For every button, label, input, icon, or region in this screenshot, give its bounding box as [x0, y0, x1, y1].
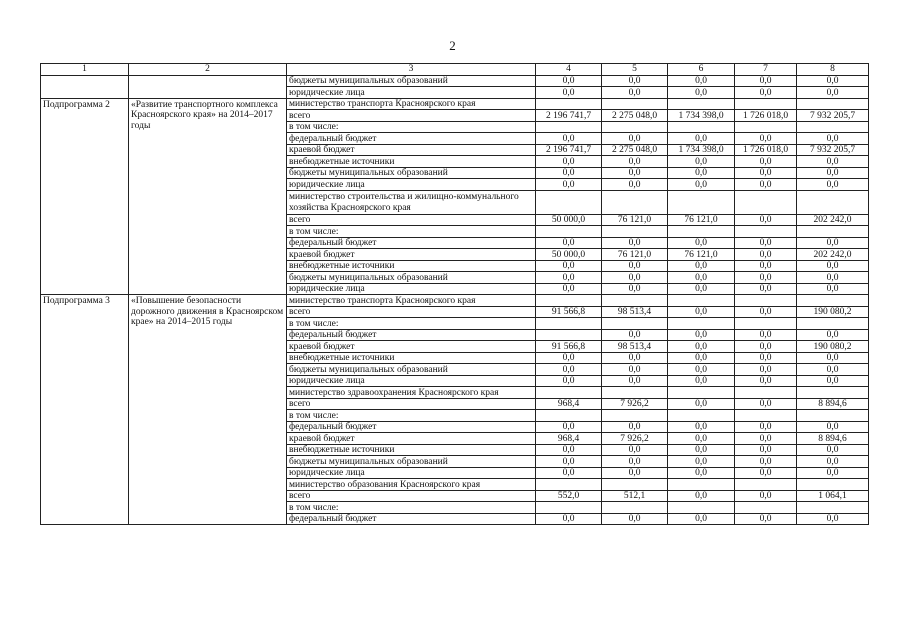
value-cell: 0,0 — [735, 444, 797, 456]
value-cell: 0,0 — [797, 75, 869, 87]
value-cell: 0,0 — [668, 167, 735, 179]
value-cell: 1 734 398,0 — [668, 110, 735, 122]
row-label: министерство образования Красноярского края — [287, 479, 536, 491]
value-cell — [668, 410, 735, 422]
value-cell: 0,0 — [735, 272, 797, 284]
value-cell: 1 064,1 — [797, 490, 869, 502]
value-cell: 0,0 — [536, 75, 602, 87]
value-cell — [602, 479, 668, 491]
value-cell: 0,0 — [668, 375, 735, 387]
value-cell — [536, 410, 602, 422]
value-cell: 76 121,0 — [668, 249, 735, 261]
value-cell: 76 121,0 — [668, 214, 735, 226]
value-cell — [797, 479, 869, 491]
value-cell — [668, 98, 735, 110]
value-cell — [797, 410, 869, 422]
row-label: юридические лица — [287, 375, 536, 387]
value-cell: 0,0 — [797, 260, 869, 272]
row-label: юридические лица — [287, 283, 536, 295]
row-label: юридические лица — [287, 87, 536, 99]
value-cell: 1 726 018,0 — [735, 144, 797, 156]
value-cell: 190 080,2 — [797, 306, 869, 318]
value-cell — [735, 318, 797, 330]
value-cell: 8 894,6 — [797, 433, 869, 445]
value-cell — [735, 121, 797, 133]
row-label: федеральный бюджет — [287, 421, 536, 433]
value-cell — [536, 318, 602, 330]
value-cell: 0,0 — [536, 375, 602, 387]
column-header: 3 — [287, 64, 536, 76]
row-label: федеральный бюджет — [287, 513, 536, 525]
value-cell: 968,4 — [536, 433, 602, 445]
subprogram-id-cell — [41, 75, 129, 98]
value-cell: 0,0 — [602, 237, 668, 249]
value-cell: 0,0 — [735, 75, 797, 87]
value-cell — [536, 121, 602, 133]
value-cell: 0,0 — [602, 329, 668, 341]
row-label: внебюджетные источники — [287, 444, 536, 456]
value-cell: 0,0 — [536, 467, 602, 479]
value-cell: 0,0 — [602, 133, 668, 145]
value-cell: 190 080,2 — [797, 341, 869, 353]
subprogram-id-cell: Подпрограмма 2 — [41, 98, 129, 295]
table-body — [41, 64, 869, 525]
row-label: бюджеты муниципальных образований — [287, 456, 536, 468]
header-row — [41, 64, 869, 76]
value-cell — [735, 226, 797, 238]
value-cell: 0,0 — [602, 272, 668, 284]
subprogram-title-cell — [129, 75, 287, 98]
value-cell: 7 932 205,7 — [797, 110, 869, 122]
value-cell: 552,0 — [536, 490, 602, 502]
value-cell: 0,0 — [668, 260, 735, 272]
value-cell: 0,0 — [797, 133, 869, 145]
value-cell: 0,0 — [602, 444, 668, 456]
value-cell: 0,0 — [602, 283, 668, 295]
table-row — [41, 98, 869, 110]
value-cell: 0,0 — [602, 456, 668, 468]
row-label: внебюджетные источники — [287, 260, 536, 272]
value-cell: 0,0 — [735, 513, 797, 525]
value-cell: 0,0 — [668, 133, 735, 145]
value-cell — [602, 98, 668, 110]
value-cell: 0,0 — [668, 306, 735, 318]
row-label: в том числе: — [287, 502, 536, 514]
value-cell — [602, 502, 668, 514]
table-row — [41, 75, 869, 87]
column-header: 2 — [129, 64, 287, 76]
value-cell — [602, 410, 668, 422]
value-cell: 0,0 — [602, 167, 668, 179]
value-cell: 0,0 — [668, 352, 735, 364]
value-cell — [668, 479, 735, 491]
value-cell — [536, 226, 602, 238]
row-label: всего — [287, 214, 536, 226]
column-header: 6 — [668, 64, 735, 76]
value-cell: 0,0 — [735, 214, 797, 226]
value-cell: 0,0 — [797, 444, 869, 456]
value-cell: 0,0 — [602, 260, 668, 272]
value-cell: 0,0 — [668, 398, 735, 410]
column-header: 1 — [41, 64, 129, 76]
value-cell — [602, 226, 668, 238]
row-label: федеральный бюджет — [287, 237, 536, 249]
value-cell: 0,0 — [735, 87, 797, 99]
value-cell: 0,0 — [797, 513, 869, 525]
value-cell: 0,0 — [735, 306, 797, 318]
value-cell — [602, 190, 668, 214]
value-cell — [602, 121, 668, 133]
row-label: всего — [287, 490, 536, 502]
value-cell: 0,0 — [668, 490, 735, 502]
value-cell: 0,0 — [668, 456, 735, 468]
value-cell — [735, 190, 797, 214]
row-label: краевой бюджет — [287, 144, 536, 156]
value-cell: 0,0 — [797, 456, 869, 468]
value-cell: 7 926,2 — [602, 433, 668, 445]
value-cell: 0,0 — [602, 352, 668, 364]
value-cell: 0,0 — [797, 179, 869, 191]
value-cell: 968,4 — [536, 398, 602, 410]
value-cell: 0,0 — [668, 329, 735, 341]
row-label: внебюджетные источники — [287, 352, 536, 364]
value-cell: 0,0 — [735, 329, 797, 341]
value-cell: 0,0 — [602, 87, 668, 99]
value-cell — [797, 295, 869, 307]
value-cell — [668, 387, 735, 399]
subprogram-title-cell: «Повышение безопасности дорожного движения в Красноярском крае» на 2014–2015 годы — [129, 295, 287, 525]
value-cell: 0,0 — [668, 156, 735, 168]
row-label: всего — [287, 306, 536, 318]
value-cell: 0,0 — [797, 156, 869, 168]
value-cell: 202 242,0 — [797, 214, 869, 226]
value-cell — [668, 502, 735, 514]
row-label: в том числе: — [287, 121, 536, 133]
value-cell: 0,0 — [735, 467, 797, 479]
value-cell — [668, 190, 735, 214]
budget-table — [40, 63, 869, 525]
value-cell — [536, 295, 602, 307]
value-cell: 0,0 — [536, 421, 602, 433]
value-cell — [536, 479, 602, 491]
row-label: краевой бюджет — [287, 433, 536, 445]
value-cell: 0,0 — [602, 156, 668, 168]
value-cell: 0,0 — [536, 272, 602, 284]
row-label: министерство транспорта Красноярского края — [287, 295, 536, 307]
table-row — [41, 295, 869, 307]
value-cell — [668, 226, 735, 238]
value-cell — [797, 121, 869, 133]
value-cell: 0,0 — [602, 75, 668, 87]
value-cell — [602, 318, 668, 330]
value-cell: 0,0 — [536, 156, 602, 168]
value-cell: 0,0 — [797, 375, 869, 387]
value-cell: 0,0 — [735, 398, 797, 410]
value-cell: 0,0 — [536, 444, 602, 456]
row-label: министерство строительства и жилищно-коммунального хозяйства Красноярского края — [287, 190, 536, 214]
value-cell — [536, 387, 602, 399]
value-cell: 0,0 — [668, 272, 735, 284]
row-label: внебюджетные источники — [287, 156, 536, 168]
value-cell: 0,0 — [602, 364, 668, 376]
row-label: министерство здравоохранения Красноярского края — [287, 387, 536, 399]
value-cell: 0,0 — [668, 421, 735, 433]
value-cell: 0,0 — [735, 167, 797, 179]
value-cell: 50 000,0 — [536, 249, 602, 261]
row-label: краевой бюджет — [287, 341, 536, 353]
value-cell: 1 726 018,0 — [735, 110, 797, 122]
value-cell: 0,0 — [797, 237, 869, 249]
value-cell: 0,0 — [735, 421, 797, 433]
row-label: бюджеты муниципальных образований — [287, 75, 536, 87]
value-cell: 202 242,0 — [797, 249, 869, 261]
value-cell — [536, 502, 602, 514]
value-cell: 0,0 — [797, 467, 869, 479]
value-cell — [602, 295, 668, 307]
value-cell — [797, 387, 869, 399]
value-cell: 98 513,4 — [602, 341, 668, 353]
value-cell — [668, 295, 735, 307]
value-cell: 1 734 398,0 — [668, 144, 735, 156]
value-cell: 76 121,0 — [602, 214, 668, 226]
row-label: в том числе: — [287, 226, 536, 238]
value-cell: 0,0 — [735, 133, 797, 145]
value-cell: 0,0 — [668, 341, 735, 353]
column-header: 8 — [797, 64, 869, 76]
row-label: в том числе: — [287, 410, 536, 422]
value-cell: 0,0 — [536, 167, 602, 179]
row-label: всего — [287, 398, 536, 410]
value-cell: 0,0 — [797, 283, 869, 295]
value-cell — [536, 190, 602, 214]
value-cell: 2 196 741,7 — [536, 144, 602, 156]
value-cell: 0,0 — [536, 364, 602, 376]
value-cell — [735, 295, 797, 307]
value-cell: 0,0 — [735, 456, 797, 468]
value-cell: 0,0 — [735, 283, 797, 295]
value-cell: 0,0 — [536, 260, 602, 272]
value-cell — [536, 329, 602, 341]
value-cell — [735, 479, 797, 491]
row-label: юридические лица — [287, 179, 536, 191]
value-cell — [797, 190, 869, 214]
row-label: бюджеты муниципальных образований — [287, 167, 536, 179]
value-cell: 0,0 — [668, 75, 735, 87]
column-header: 7 — [735, 64, 797, 76]
value-cell: 0,0 — [735, 260, 797, 272]
value-cell — [735, 98, 797, 110]
value-cell: 0,0 — [668, 433, 735, 445]
value-cell — [797, 98, 869, 110]
subprogram-id-cell: Подпрограмма 3 — [41, 295, 129, 525]
value-cell: 0,0 — [536, 133, 602, 145]
value-cell — [536, 98, 602, 110]
column-header: 5 — [602, 64, 668, 76]
value-cell: 0,0 — [668, 444, 735, 456]
value-cell: 0,0 — [536, 237, 602, 249]
value-cell: 2 275 048,0 — [602, 110, 668, 122]
value-cell: 0,0 — [536, 87, 602, 99]
value-cell: 0,0 — [602, 421, 668, 433]
value-cell: 0,0 — [797, 167, 869, 179]
column-header: 4 — [536, 64, 602, 76]
row-label: федеральный бюджет — [287, 329, 536, 341]
row-label: министерство транспорта Красноярского края — [287, 98, 536, 110]
value-cell: 0,0 — [735, 156, 797, 168]
row-label: федеральный бюджет — [287, 133, 536, 145]
value-cell: 0,0 — [668, 87, 735, 99]
value-cell — [735, 502, 797, 514]
row-label: бюджеты муниципальных образований — [287, 272, 536, 284]
value-cell: 0,0 — [536, 456, 602, 468]
subprogram-title-cell: «Развитие транспортного комплекса Красноярского края» на 2014–2017 годы — [129, 98, 287, 295]
value-cell: 0,0 — [602, 179, 668, 191]
value-cell: 0,0 — [668, 179, 735, 191]
row-label: всего — [287, 110, 536, 122]
value-cell: 0,0 — [735, 375, 797, 387]
value-cell: 91 566,8 — [536, 306, 602, 318]
value-cell: 0,0 — [735, 364, 797, 376]
value-cell: 2 275 048,0 — [602, 144, 668, 156]
value-cell: 0,0 — [735, 490, 797, 502]
value-cell: 0,0 — [668, 513, 735, 525]
value-cell: 0,0 — [668, 467, 735, 479]
value-cell: 0,0 — [735, 237, 797, 249]
value-cell: 0,0 — [735, 249, 797, 261]
row-label: в том числе: — [287, 318, 536, 330]
value-cell: 76 121,0 — [602, 249, 668, 261]
value-cell: 0,0 — [797, 87, 869, 99]
value-cell: 7 932 205,7 — [797, 144, 869, 156]
value-cell: 0,0 — [602, 467, 668, 479]
value-cell: 0,0 — [735, 179, 797, 191]
page-number: 2 — [449, 38, 456, 53]
value-cell: 98 513,4 — [602, 306, 668, 318]
value-cell — [735, 387, 797, 399]
value-cell: 8 894,6 — [797, 398, 869, 410]
value-cell: 0,0 — [668, 237, 735, 249]
value-cell: 0,0 — [797, 272, 869, 284]
value-cell — [797, 226, 869, 238]
value-cell: 0,0 — [735, 433, 797, 445]
value-cell: 0,0 — [536, 352, 602, 364]
value-cell: 0,0 — [668, 283, 735, 295]
value-cell: 0,0 — [536, 283, 602, 295]
value-cell: 0,0 — [735, 352, 797, 364]
value-cell: 0,0 — [536, 513, 602, 525]
value-cell: 0,0 — [602, 375, 668, 387]
value-cell: 0,0 — [668, 364, 735, 376]
value-cell — [602, 387, 668, 399]
value-cell: 0,0 — [602, 513, 668, 525]
value-cell: 0,0 — [735, 341, 797, 353]
value-cell — [735, 410, 797, 422]
value-cell: 50 000,0 — [536, 214, 602, 226]
value-cell — [797, 502, 869, 514]
value-cell — [797, 318, 869, 330]
row-label: краевой бюджет — [287, 249, 536, 261]
value-cell: 0,0 — [797, 421, 869, 433]
value-cell: 0,0 — [797, 329, 869, 341]
value-cell — [668, 121, 735, 133]
value-cell: 512,1 — [602, 490, 668, 502]
value-cell: 2 196 741,7 — [536, 110, 602, 122]
value-cell: 0,0 — [536, 179, 602, 191]
row-label: бюджеты муниципальных образований — [287, 364, 536, 376]
value-cell: 0,0 — [797, 352, 869, 364]
value-cell: 7 926,2 — [602, 398, 668, 410]
value-cell: 91 566,8 — [536, 341, 602, 353]
value-cell — [668, 318, 735, 330]
value-cell: 0,0 — [797, 364, 869, 376]
row-label: юридические лица — [287, 467, 536, 479]
